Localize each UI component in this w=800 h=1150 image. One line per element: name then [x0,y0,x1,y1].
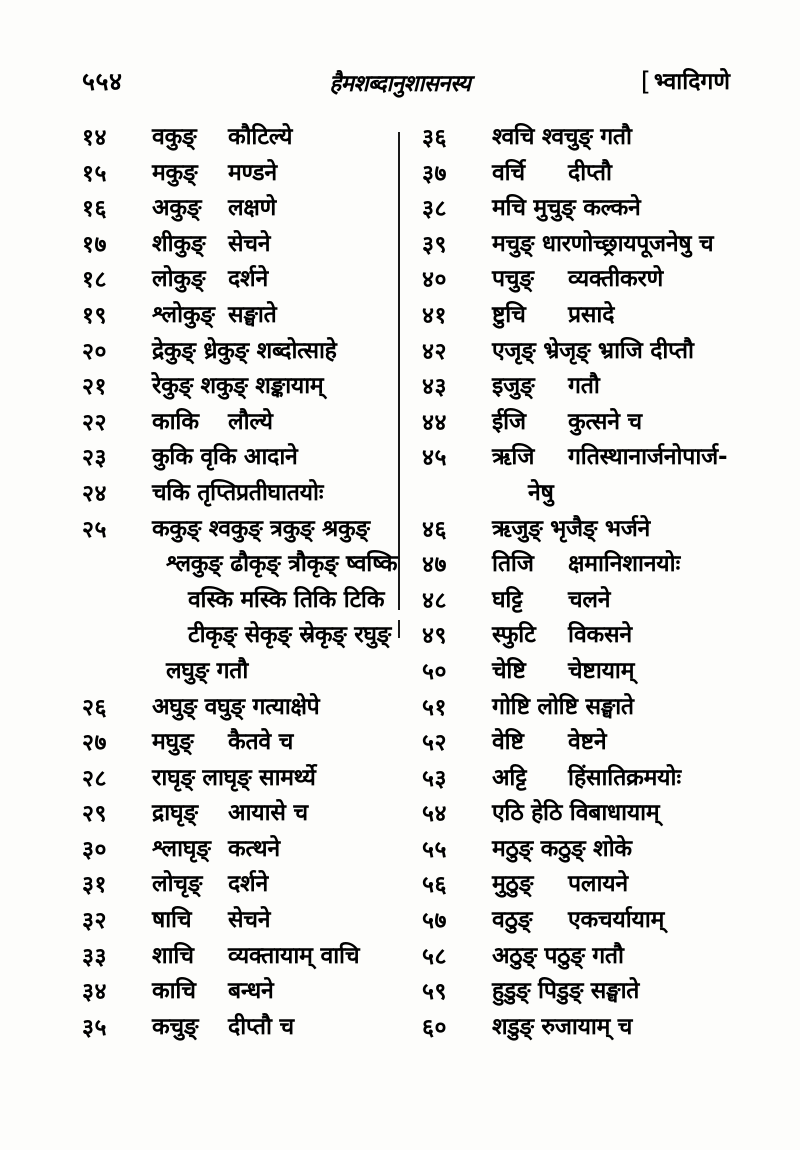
root-meaning: चलने [568,586,611,613]
entry-text: अघुङ् वघुङ् गत्याक्षेपे [152,693,320,720]
dhatu-entry-row [418,227,748,263]
dhatu-entry-row [78,974,398,1010]
verbal-root: काचि [152,978,196,1005]
root-meaning: विकसने [568,622,632,649]
page-folio-number: ५५४ [82,67,123,96]
entry-text: एजृङ् भ्रेजृङ् भ्राजि दीप्तौ [492,337,694,364]
entry-text: मचुङ् धारणोच्छ्रायपूजनेषु च [492,230,714,257]
verbal-root: द्राघृङ् [152,800,198,827]
entry-number: ४३ [422,374,447,401]
entry-text: मचि मुचुङ् कल्कने [492,195,641,222]
entry-number: ३८ [422,196,447,223]
verbal-root: वकुङ् [152,124,197,150]
entry-number: ५७ [422,908,447,935]
entry-number: २५ [82,516,107,543]
verbal-root: काकि [152,408,199,435]
verbal-root: मकुङ् [152,159,198,186]
entry-text: ककुङ् श्वकुङ् त्रकुङ् श्रकुङ् [152,515,370,542]
verbal-root: कचुङ् [152,1013,199,1040]
entry-number: २८ [82,765,107,792]
dhatu-entry-row [418,156,748,192]
entry-number: ३१ [82,872,107,899]
dhatu-entry-row [418,583,748,619]
entry-number: १९ [82,302,107,329]
entry-number: ४१ [422,302,447,329]
dhatu-entry-row [418,120,748,156]
running-head [0,62,800,108]
continuation-text: टीकृङ् सेकृङ् स्रेकृङ् रघुङ् [188,622,391,649]
root-meaning: लक्षणे [228,195,277,222]
verbal-root: वर्चि [492,159,525,186]
entry-number: ३३ [82,943,107,970]
entry-text: कुकि वृकि आदाने [152,444,298,471]
entry-number: ४० [422,267,447,294]
entry-text: हुडुङ् पिडुङ् सङ्घाते [492,978,640,1005]
entry-number: ६० [422,1014,447,1041]
root-meaning: हिंसातिक्रमयोः [568,764,681,791]
dhatu-entry-row [418,796,748,832]
continuation-text: श्लकुङ् ढौकृङ् त्रौकृङ् ष्वष्कि [166,551,398,578]
dhatu-entry-row [418,867,748,903]
dhatu-entry-row [78,690,398,726]
dhatu-entry-row [418,1010,748,1046]
dhatu-entry-row [418,369,748,405]
entry-number: ३७ [422,160,447,187]
dhatu-entry-row [78,832,398,868]
root-meaning: वेष्टने [568,729,607,756]
dhatu-entry-row [418,298,748,334]
entry-number: ३२ [82,908,107,935]
entry-continuation-line [78,583,398,619]
verbal-root: अट्टि [492,764,527,791]
entry-number: ४२ [422,338,447,365]
entry-text: मठुङ् कठुङ् शोके [492,835,632,862]
group-name: भ्वादिगणे [653,69,730,95]
entry-number: ४८ [422,587,447,614]
verbal-root: मुठुङ् [492,871,534,898]
dhatu-entry-row [418,725,748,761]
right-column [418,120,748,1045]
dhatu-entry-row [78,512,398,548]
dhatu-entry-row [78,191,398,227]
root-meaning: कौटिल्ये [228,124,293,150]
dhatu-entry-row [78,476,398,512]
root-meaning: एकचर्यायाम् [568,907,665,934]
verbal-root: लोचृङ् [152,871,203,898]
entry-number: ३९ [422,231,447,258]
verbal-root: अकुङ् [152,195,202,222]
verbal-root: चेष्टि [492,657,526,684]
entry-number: ४५ [422,445,447,472]
dhatu-entry-row [418,440,748,476]
dhatu-entry-row [78,725,398,761]
dhatu-entry-row [418,654,748,690]
dhatu-entry-row [418,512,748,548]
root-meaning: दर्शने [228,871,269,898]
book-title: हैमशब्दानुशासनस्य [329,71,471,97]
entry-text: द्रेकुङ् ध्रेकुङ् शब्दोत्साहे [152,337,337,364]
root-meaning: व्यक्तायाम् वाचि [228,942,360,969]
dhatu-entry-row [78,405,398,441]
entry-number: ५६ [422,872,447,899]
dhatu-entry-row [78,1010,398,1046]
verbal-root: ऋजि [492,444,535,471]
entry-text: ऋजुङ् भृजैङ् भर्जने [492,515,650,542]
root-meaning: सेचने [228,230,271,257]
dhatu-entry-row [78,227,398,263]
verbal-root: तिजि [492,551,534,578]
entry-continuation-line [78,547,398,583]
entry-number: २७ [82,730,107,757]
dhatu-entry-row [78,334,398,370]
root-meaning: सेचने [228,907,271,934]
dhatu-entry-row [418,191,748,227]
verbal-root: श्लोकुङ् [152,301,215,328]
verbal-root: पचुङ् [492,266,534,293]
dhatu-entry-row [418,405,748,441]
verbal-root: वठुङ् [492,907,533,934]
dhatu-entry-row [78,796,398,832]
entry-number: ५८ [422,943,447,970]
entry-continuation-line [78,654,398,690]
entry-number: ४४ [422,409,447,436]
dhatu-entry-row [78,761,398,797]
verbal-root: घट्टि [492,586,523,613]
dhatu-entry-row [78,369,398,405]
root-meaning: कुत्सने च [568,408,642,435]
dhatu-entry-row [418,974,748,1010]
entry-number: २९ [82,801,107,828]
entry-number: ३५ [82,1014,107,1041]
root-meaning: प्रसादे [568,301,615,328]
entry-number: २० [82,338,107,365]
entry-number: ५० [422,658,447,685]
entry-number: १५ [82,160,107,187]
verbal-root: वेष्टि [492,729,524,756]
entry-number: २३ [82,445,107,472]
entry-text: श्वचि श्वचुङ् गतौ [492,124,632,150]
entry-number: ५४ [422,801,447,828]
entry-number: ५२ [422,730,447,757]
root-meaning: व्यक्तीकरणे [568,266,664,293]
entry-number: ४६ [422,516,447,543]
dhatu-entry-row [418,547,748,583]
root-meaning: दीप्तौ [568,159,612,186]
continuation-text: लघुङ् गतौ [166,657,249,684]
root-meaning: कत्थने [228,835,280,862]
entry-number: २४ [82,480,107,507]
dhatu-entry-row [418,832,748,868]
root-meaning: आयासे च [228,800,308,827]
verbal-root: श्लाघृङ् [152,835,211,862]
entry-text: अठुङ् पठुङ् गतौ [492,942,624,969]
verbal-root: लोकुङ् [152,266,206,293]
left-column [78,120,398,1045]
root-meaning: गतौ [568,373,600,400]
entry-text: शडुङ् रुजायाम् च [492,1013,633,1040]
root-meaning: सङ्घाते [228,301,277,328]
dhatu-entry-row [418,939,748,975]
dhatu-entry-row [418,334,748,370]
entry-number: १८ [82,267,107,294]
continuation-text: नेषु [528,479,554,506]
root-meaning: गतिस्थानार्जनोपार्ज- [568,444,728,471]
dhatu-entry-row [418,618,748,654]
entry-text: चकि तृप्तिप्रतीघातयोः [152,479,324,506]
dhatu-entry-row [78,867,398,903]
verbal-root: इजुङ् [492,373,535,400]
column-divider-rule-lower [398,620,400,638]
column-divider-rule [398,132,400,610]
dhatu-entry-row [78,120,398,156]
entry-number: ३६ [422,125,447,151]
entry-number: ३४ [82,979,107,1006]
dhatu-entry-row [418,903,748,939]
root-meaning: दर्शने [228,266,269,293]
dhatu-entry-row [78,262,398,298]
entry-text: एठि हेठि विबाधायाम् [492,800,660,827]
continuation-text: वस्कि मस्कि तिकि टिकि [188,586,385,613]
verbal-root: ईजि [492,408,526,435]
entry-number: १७ [82,231,107,258]
dhatu-entry-row [78,903,398,939]
entry-number: ५१ [422,694,447,721]
entry-number: १६ [82,196,107,223]
two-column-body [0,120,800,1080]
entry-number: ३० [82,836,107,863]
entry-continuation-line [418,476,748,512]
entry-number: १४ [82,125,107,151]
root-meaning: चेष्टायाम् [568,657,635,684]
root-meaning: दीप्तौ च [228,1013,294,1040]
open-bracket: [ [640,67,651,97]
verbal-root: शीकुङ् [152,230,206,257]
entry-continuation-line [78,618,398,654]
entry-number: २२ [82,409,107,436]
verbal-root: मघुङ् [152,729,194,756]
dhatu-entry-row [78,440,398,476]
dhatu-entry-row [418,690,748,726]
root-meaning: लौल्ये [228,408,273,435]
entry-number: ४९ [422,623,447,650]
dhatu-entry-row [78,156,398,192]
entry-number: २१ [82,374,107,401]
entry-number: ५५ [422,836,447,863]
dhatu-entry-row [78,939,398,975]
entry-text: गोष्टि लोष्टि सङ्घाते [492,693,634,720]
verbal-root: ष्टुचि [492,301,526,328]
verbal-root: षाचि [152,907,192,934]
verbal-root: स्फुटि [492,622,536,649]
root-meaning: पलायने [568,871,628,898]
entry-number: ५३ [422,765,447,792]
root-meaning: बन्धने [228,978,274,1005]
entry-text: रेकुङ् शकुङ् शङ्कायाम् [152,373,324,400]
root-meaning: कैतवे च [228,729,294,756]
entry-text: राघृङ् लाघृङ् सामर्थ्ये [152,764,316,791]
dhatu-entry-row [78,298,398,334]
entry-number: ५९ [422,979,447,1006]
dhatu-entry-row [418,761,748,797]
dhatu-entry-row [418,262,748,298]
chapter-group-label [641,64,730,97]
entry-number: २६ [82,694,107,721]
entry-number: ४७ [422,552,447,579]
root-meaning: मण्डने [228,159,277,186]
verbal-root: शाचि [152,942,194,969]
root-meaning: क्षमानिशानयोः [568,551,681,578]
